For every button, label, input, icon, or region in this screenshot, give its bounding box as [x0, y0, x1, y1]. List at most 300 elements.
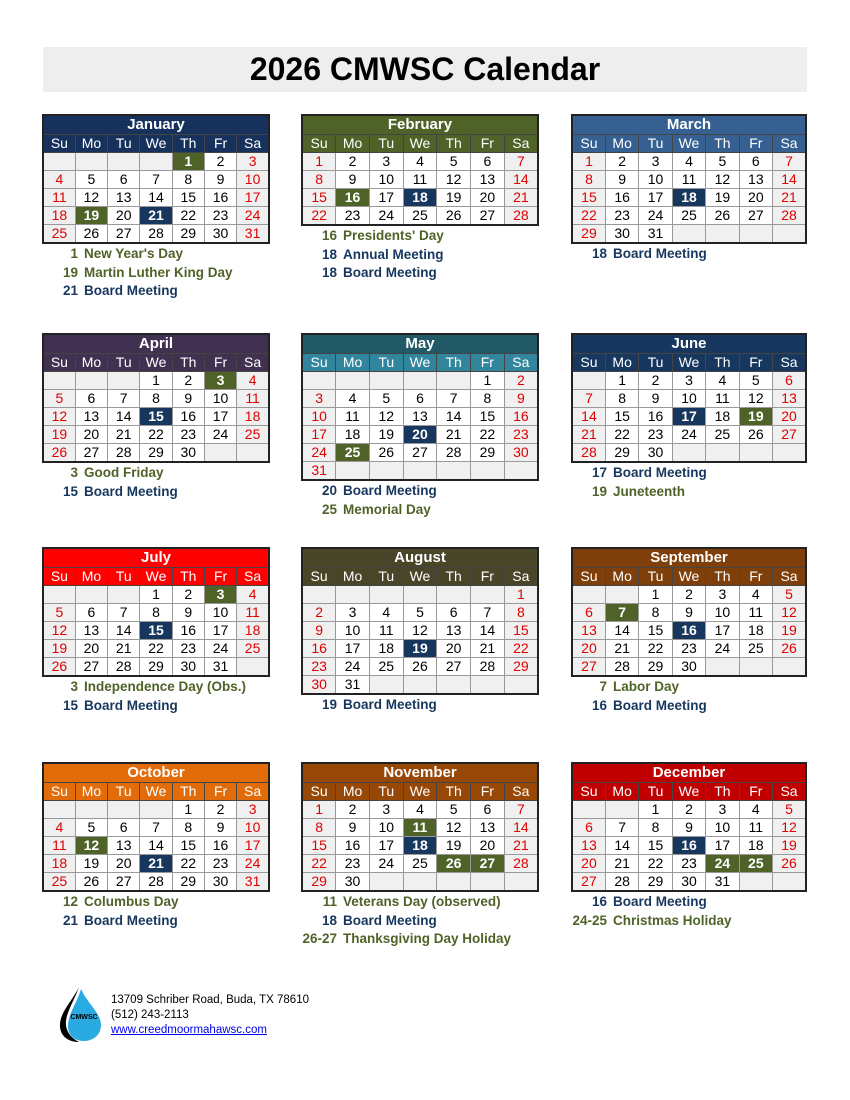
day-cell[interactable]: 6: [403, 390, 437, 408]
day-cell[interactable]: 14: [605, 622, 638, 640]
day-cell[interactable]: 23: [336, 207, 370, 226]
day-cell[interactable]: 30: [204, 225, 236, 244]
day-cell[interactable]: 4: [672, 153, 705, 171]
day-cell[interactable]: 13: [572, 622, 605, 640]
day-cell[interactable]: 16: [639, 408, 672, 426]
day-cell[interactable]: 26: [437, 207, 471, 226]
day-cell[interactable]: 17: [672, 408, 705, 426]
day-cell[interactable]: 17: [639, 189, 672, 207]
day-cell[interactable]: 1: [302, 801, 336, 819]
day-cell[interactable]: 22: [639, 855, 672, 873]
day-cell[interactable]: 17: [706, 622, 739, 640]
day-cell[interactable]: 5: [773, 801, 806, 819]
day-cell[interactable]: 14: [504, 171, 538, 189]
day-cell[interactable]: 16: [204, 837, 236, 855]
day-cell[interactable]: 6: [471, 801, 505, 819]
day-cell[interactable]: 7: [504, 801, 538, 819]
day-cell[interactable]: 5: [437, 153, 471, 171]
day-cell[interactable]: 24: [369, 855, 403, 873]
day-cell[interactable]: 26: [773, 855, 806, 873]
day-cell[interactable]: 19: [773, 622, 806, 640]
day-cell[interactable]: 18: [237, 622, 269, 640]
day-cell[interactable]: 28: [504, 207, 538, 226]
day-cell[interactable]: 23: [639, 426, 672, 444]
day-cell[interactable]: 4: [706, 372, 739, 390]
day-cell[interactable]: 17: [237, 837, 269, 855]
day-cell[interactable]: 7: [605, 604, 638, 622]
day-cell[interactable]: 28: [605, 658, 638, 677]
day-cell[interactable]: 17: [302, 426, 336, 444]
day-cell[interactable]: 6: [75, 604, 107, 622]
day-cell[interactable]: 4: [336, 390, 370, 408]
day-cell[interactable]: 28: [108, 658, 140, 677]
day-cell[interactable]: 10: [672, 390, 705, 408]
day-cell[interactable]: 12: [43, 622, 75, 640]
day-cell[interactable]: 18: [336, 426, 370, 444]
day-cell[interactable]: 19: [43, 426, 75, 444]
day-cell[interactable]: 17: [237, 189, 269, 207]
day-cell[interactable]: 31: [237, 225, 269, 244]
day-cell[interactable]: 29: [639, 658, 672, 677]
day-cell[interactable]: 18: [369, 640, 403, 658]
day-cell[interactable]: 4: [237, 372, 269, 390]
day-cell[interactable]: 4: [403, 153, 437, 171]
day-cell[interactable]: 6: [437, 604, 471, 622]
day-cell[interactable]: 16: [504, 408, 538, 426]
day-cell[interactable]: 24: [204, 426, 236, 444]
day-cell[interactable]: 23: [172, 426, 204, 444]
day-cell[interactable]: 12: [437, 171, 471, 189]
day-cell[interactable]: 2: [204, 801, 236, 819]
day-cell[interactable]: 26: [43, 658, 75, 677]
day-cell[interactable]: 30: [204, 873, 236, 892]
day-cell[interactable]: 24: [237, 855, 269, 873]
day-cell[interactable]: 27: [403, 444, 437, 462]
day-cell[interactable]: 30: [336, 873, 370, 892]
day-cell[interactable]: 15: [302, 837, 336, 855]
day-cell[interactable]: 27: [75, 444, 107, 463]
day-cell[interactable]: 13: [471, 819, 505, 837]
day-cell[interactable]: 26: [706, 207, 739, 225]
day-cell[interactable]: 18: [403, 837, 437, 855]
day-cell[interactable]: 15: [605, 408, 638, 426]
day-cell[interactable]: 28: [773, 207, 806, 225]
day-cell[interactable]: 15: [471, 408, 505, 426]
day-cell[interactable]: 3: [706, 801, 739, 819]
day-cell[interactable]: 24: [706, 855, 739, 873]
day-cell[interactable]: 19: [437, 189, 471, 207]
day-cell[interactable]: 11: [237, 390, 269, 408]
day-cell[interactable]: 7: [471, 604, 505, 622]
day-cell[interactable]: 11: [43, 837, 75, 855]
day-cell[interactable]: 23: [204, 855, 236, 873]
day-cell[interactable]: 10: [302, 408, 336, 426]
day-cell[interactable]: 21: [504, 189, 538, 207]
day-cell[interactable]: 24: [204, 640, 236, 658]
day-cell[interactable]: 1: [639, 586, 672, 604]
day-cell[interactable]: 22: [140, 640, 172, 658]
day-cell[interactable]: 10: [706, 819, 739, 837]
day-cell[interactable]: 27: [739, 207, 772, 225]
day-cell[interactable]: 27: [75, 658, 107, 677]
day-cell[interactable]: 14: [605, 837, 638, 855]
day-cell[interactable]: 16: [672, 837, 705, 855]
day-cell[interactable]: 10: [204, 390, 236, 408]
day-cell[interactable]: 21: [437, 426, 471, 444]
day-cell[interactable]: 6: [108, 819, 140, 837]
day-cell[interactable]: 20: [403, 426, 437, 444]
day-cell[interactable]: 14: [504, 819, 538, 837]
day-cell[interactable]: 1: [140, 586, 172, 604]
day-cell[interactable]: 10: [369, 171, 403, 189]
day-cell[interactable]: 1: [471, 372, 505, 390]
day-cell[interactable]: 13: [572, 837, 605, 855]
day-cell[interactable]: 29: [639, 873, 672, 892]
day-cell[interactable]: 28: [437, 444, 471, 462]
day-cell[interactable]: 16: [336, 837, 370, 855]
day-cell[interactable]: 12: [369, 408, 403, 426]
day-cell[interactable]: 23: [504, 426, 538, 444]
day-cell[interactable]: 9: [302, 622, 336, 640]
day-cell[interactable]: 19: [403, 640, 437, 658]
day-cell[interactable]: 25: [43, 225, 75, 244]
day-cell[interactable]: 20: [739, 189, 772, 207]
day-cell[interactable]: 31: [302, 462, 336, 481]
day-cell[interactable]: 5: [706, 153, 739, 171]
day-cell[interactable]: 8: [172, 819, 204, 837]
day-cell[interactable]: 23: [172, 640, 204, 658]
day-cell[interactable]: 6: [773, 372, 806, 390]
day-cell[interactable]: 26: [773, 640, 806, 658]
day-cell[interactable]: 21: [504, 837, 538, 855]
day-cell[interactable]: 22: [605, 426, 638, 444]
day-cell[interactable]: 18: [672, 189, 705, 207]
day-cell[interactable]: 8: [140, 390, 172, 408]
day-cell[interactable]: 9: [204, 171, 236, 189]
day-cell[interactable]: 13: [403, 408, 437, 426]
day-cell[interactable]: 20: [75, 640, 107, 658]
day-cell[interactable]: 26: [75, 873, 107, 892]
day-cell[interactable]: 28: [572, 444, 605, 463]
day-cell[interactable]: 23: [672, 640, 705, 658]
day-cell[interactable]: 12: [773, 604, 806, 622]
day-cell[interactable]: 29: [302, 873, 336, 892]
day-cell[interactable]: 29: [140, 444, 172, 463]
day-cell[interactable]: 2: [672, 586, 705, 604]
day-cell[interactable]: 14: [773, 171, 806, 189]
day-cell[interactable]: 25: [43, 873, 75, 892]
day-cell[interactable]: 6: [572, 819, 605, 837]
day-cell[interactable]: 3: [706, 586, 739, 604]
day-cell[interactable]: 7: [437, 390, 471, 408]
day-cell[interactable]: 15: [172, 837, 204, 855]
day-cell[interactable]: 14: [108, 622, 140, 640]
day-cell[interactable]: 9: [172, 604, 204, 622]
day-cell[interactable]: 10: [237, 819, 269, 837]
day-cell[interactable]: 13: [739, 171, 772, 189]
day-cell[interactable]: 16: [204, 189, 236, 207]
day-cell[interactable]: 19: [739, 408, 772, 426]
day-cell[interactable]: 20: [471, 189, 505, 207]
day-cell[interactable]: 15: [639, 837, 672, 855]
day-cell[interactable]: 6: [739, 153, 772, 171]
day-cell[interactable]: 16: [172, 408, 204, 426]
day-cell[interactable]: 3: [639, 153, 672, 171]
day-cell[interactable]: 17: [204, 408, 236, 426]
day-cell[interactable]: 24: [639, 207, 672, 225]
day-cell[interactable]: 6: [108, 171, 140, 189]
day-cell[interactable]: 22: [302, 855, 336, 873]
day-cell[interactable]: 5: [43, 390, 75, 408]
day-cell[interactable]: 2: [204, 153, 236, 171]
day-cell[interactable]: 21: [572, 426, 605, 444]
day-cell[interactable]: 9: [336, 171, 370, 189]
day-cell[interactable]: 19: [43, 640, 75, 658]
day-cell[interactable]: 16: [302, 640, 336, 658]
day-cell[interactable]: 22: [302, 207, 336, 226]
day-cell[interactable]: 15: [140, 622, 172, 640]
day-cell[interactable]: 25: [739, 855, 772, 873]
day-cell[interactable]: 7: [504, 153, 538, 171]
day-cell[interactable]: 31: [706, 873, 739, 892]
day-cell[interactable]: 25: [336, 444, 370, 462]
day-cell[interactable]: 8: [302, 819, 336, 837]
day-cell[interactable]: 30: [639, 444, 672, 463]
day-cell[interactable]: 31: [237, 873, 269, 892]
day-cell[interactable]: 7: [773, 153, 806, 171]
day-cell[interactable]: 23: [336, 855, 370, 873]
day-cell[interactable]: 2: [336, 153, 370, 171]
day-cell[interactable]: 21: [605, 640, 638, 658]
day-cell[interactable]: 8: [471, 390, 505, 408]
day-cell[interactable]: 12: [403, 622, 437, 640]
day-cell[interactable]: 29: [471, 444, 505, 462]
day-cell[interactable]: 8: [172, 171, 204, 189]
day-cell[interactable]: 3: [336, 604, 370, 622]
day-cell[interactable]: 16: [672, 622, 705, 640]
day-cell[interactable]: 10: [706, 604, 739, 622]
day-cell[interactable]: 18: [237, 408, 269, 426]
day-cell[interactable]: 19: [75, 207, 107, 225]
day-cell[interactable]: 22: [639, 640, 672, 658]
day-cell[interactable]: 27: [572, 658, 605, 677]
day-cell[interactable]: 27: [108, 873, 140, 892]
day-cell[interactable]: 5: [369, 390, 403, 408]
day-cell[interactable]: 2: [504, 372, 538, 390]
day-cell[interactable]: 12: [706, 171, 739, 189]
day-cell[interactable]: 9: [504, 390, 538, 408]
day-cell[interactable]: 10: [369, 819, 403, 837]
day-cell[interactable]: 23: [204, 207, 236, 225]
day-cell[interactable]: 29: [605, 444, 638, 463]
day-cell[interactable]: 11: [739, 604, 772, 622]
day-cell[interactable]: 25: [237, 426, 269, 444]
day-cell[interactable]: 1: [172, 153, 204, 171]
day-cell[interactable]: 30: [672, 873, 705, 892]
day-cell[interactable]: 25: [369, 658, 403, 676]
day-cell[interactable]: 9: [672, 819, 705, 837]
day-cell[interactable]: 26: [403, 658, 437, 676]
day-cell[interactable]: 11: [672, 171, 705, 189]
day-cell[interactable]: 29: [140, 658, 172, 677]
day-cell[interactable]: 7: [140, 819, 172, 837]
day-cell[interactable]: 26: [75, 225, 107, 244]
day-cell[interactable]: 18: [739, 837, 772, 855]
day-cell[interactable]: 8: [504, 604, 538, 622]
day-cell[interactable]: 15: [302, 189, 336, 207]
day-cell[interactable]: 14: [108, 408, 140, 426]
day-cell[interactable]: 23: [302, 658, 336, 676]
day-cell[interactable]: 21: [471, 640, 505, 658]
day-cell[interactable]: 6: [572, 604, 605, 622]
day-cell[interactable]: 24: [237, 207, 269, 225]
day-cell[interactable]: 20: [471, 837, 505, 855]
day-cell[interactable]: 4: [369, 604, 403, 622]
day-cell[interactable]: 3: [672, 372, 705, 390]
day-cell[interactable]: 11: [706, 390, 739, 408]
day-cell[interactable]: 24: [369, 207, 403, 226]
day-cell[interactable]: 7: [572, 390, 605, 408]
day-cell[interactable]: 26: [437, 855, 471, 873]
day-cell[interactable]: 30: [504, 444, 538, 462]
day-cell[interactable]: 11: [739, 819, 772, 837]
day-cell[interactable]: 30: [172, 658, 204, 677]
day-cell[interactable]: 5: [75, 819, 107, 837]
day-cell[interactable]: 4: [403, 801, 437, 819]
day-cell[interactable]: 21: [108, 640, 140, 658]
day-cell[interactable]: 1: [504, 586, 538, 604]
day-cell[interactable]: 9: [204, 819, 236, 837]
day-cell[interactable]: 7: [605, 819, 638, 837]
day-cell[interactable]: 22: [140, 426, 172, 444]
day-cell[interactable]: 2: [672, 801, 705, 819]
day-cell[interactable]: 21: [140, 855, 172, 873]
day-cell[interactable]: 1: [605, 372, 638, 390]
day-cell[interactable]: 26: [369, 444, 403, 462]
day-cell[interactable]: 18: [43, 207, 75, 225]
day-cell[interactable]: 12: [43, 408, 75, 426]
day-cell[interactable]: 14: [140, 837, 172, 855]
day-cell[interactable]: 22: [572, 207, 605, 225]
day-cell[interactable]: 17: [204, 622, 236, 640]
day-cell[interactable]: 15: [172, 189, 204, 207]
day-cell[interactable]: 5: [75, 171, 107, 189]
day-cell[interactable]: 14: [572, 408, 605, 426]
day-cell[interactable]: 13: [471, 171, 505, 189]
day-cell[interactable]: 20: [108, 855, 140, 873]
day-cell[interactable]: 20: [108, 207, 140, 225]
day-cell[interactable]: 8: [140, 604, 172, 622]
day-cell[interactable]: 18: [706, 408, 739, 426]
day-cell[interactable]: 12: [75, 837, 107, 855]
day-cell[interactable]: 12: [739, 390, 772, 408]
day-cell[interactable]: 22: [504, 640, 538, 658]
day-cell[interactable]: 4: [43, 171, 75, 189]
day-cell[interactable]: 11: [369, 622, 403, 640]
day-cell[interactable]: 2: [172, 586, 204, 604]
day-cell[interactable]: 24: [302, 444, 336, 462]
day-cell[interactable]: 25: [739, 640, 772, 658]
day-cell[interactable]: 3: [204, 372, 236, 390]
day-cell[interactable]: 25: [403, 207, 437, 226]
day-cell[interactable]: 13: [108, 837, 140, 855]
day-cell[interactable]: 28: [504, 855, 538, 873]
day-cell[interactable]: 20: [773, 408, 806, 426]
day-cell[interactable]: 19: [75, 855, 107, 873]
day-cell[interactable]: 1: [302, 153, 336, 171]
website-link[interactable]: www.creedmoormahawsc.com: [111, 1024, 267, 1036]
day-cell[interactable]: 20: [572, 855, 605, 873]
day-cell[interactable]: 28: [140, 225, 172, 244]
day-cell[interactable]: 7: [140, 171, 172, 189]
day-cell[interactable]: 16: [172, 622, 204, 640]
day-cell[interactable]: 21: [605, 855, 638, 873]
day-cell[interactable]: 15: [639, 622, 672, 640]
day-cell[interactable]: 11: [43, 189, 75, 207]
day-cell[interactable]: 24: [336, 658, 370, 676]
day-cell[interactable]: 24: [672, 426, 705, 444]
day-cell[interactable]: 23: [672, 855, 705, 873]
day-cell[interactable]: 13: [75, 622, 107, 640]
day-cell[interactable]: 19: [773, 837, 806, 855]
day-cell[interactable]: 6: [471, 153, 505, 171]
day-cell[interactable]: 12: [773, 819, 806, 837]
day-cell[interactable]: 11: [237, 604, 269, 622]
day-cell[interactable]: 31: [336, 676, 370, 695]
day-cell[interactable]: 5: [773, 586, 806, 604]
day-cell[interactable]: 11: [403, 819, 437, 837]
day-cell[interactable]: 12: [75, 189, 107, 207]
day-cell[interactable]: 27: [572, 873, 605, 892]
day-cell[interactable]: 13: [773, 390, 806, 408]
day-cell[interactable]: 10: [204, 604, 236, 622]
day-cell[interactable]: 28: [108, 444, 140, 463]
day-cell[interactable]: 3: [237, 801, 269, 819]
day-cell[interactable]: 2: [336, 801, 370, 819]
day-cell[interactable]: 21: [140, 207, 172, 225]
day-cell[interactable]: 1: [639, 801, 672, 819]
day-cell[interactable]: 4: [237, 586, 269, 604]
day-cell[interactable]: 13: [108, 189, 140, 207]
day-cell[interactable]: 30: [172, 444, 204, 463]
day-cell[interactable]: 2: [302, 604, 336, 622]
day-cell[interactable]: 29: [572, 225, 605, 244]
day-cell[interactable]: 17: [369, 837, 403, 855]
day-cell[interactable]: 30: [672, 658, 705, 677]
day-cell[interactable]: 20: [75, 426, 107, 444]
day-cell[interactable]: 27: [773, 426, 806, 444]
day-cell[interactable]: 25: [672, 207, 705, 225]
day-cell[interactable]: 3: [369, 153, 403, 171]
day-cell[interactable]: 27: [108, 225, 140, 244]
day-cell[interactable]: 4: [739, 801, 772, 819]
day-cell[interactable]: 19: [706, 189, 739, 207]
day-cell[interactable]: 2: [639, 372, 672, 390]
day-cell[interactable]: 3: [302, 390, 336, 408]
day-cell[interactable]: 23: [605, 207, 638, 225]
day-cell[interactable]: 3: [204, 586, 236, 604]
day-cell[interactable]: 10: [237, 171, 269, 189]
day-cell[interactable]: 1: [140, 372, 172, 390]
day-cell[interactable]: 17: [369, 189, 403, 207]
day-cell[interactable]: 14: [471, 622, 505, 640]
day-cell[interactable]: 31: [639, 225, 672, 244]
day-cell[interactable]: 9: [639, 390, 672, 408]
day-cell[interactable]: 9: [172, 390, 204, 408]
day-cell[interactable]: 29: [172, 873, 204, 892]
day-cell[interactable]: 5: [43, 604, 75, 622]
day-cell[interactable]: 22: [471, 426, 505, 444]
